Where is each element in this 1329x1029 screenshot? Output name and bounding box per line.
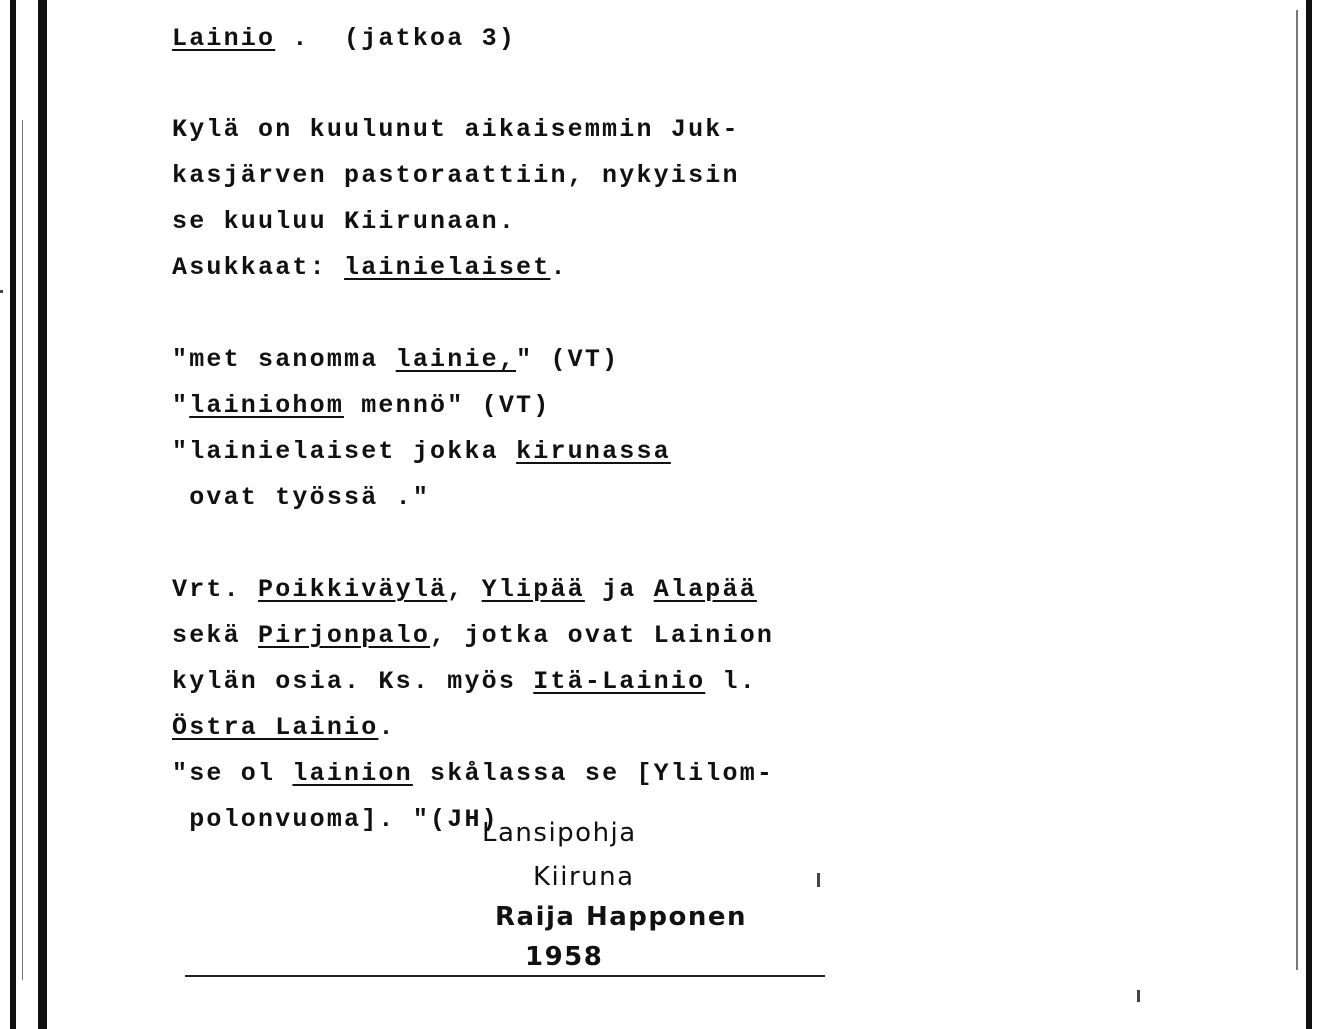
scan-speck — [817, 873, 820, 887]
signature-author: Raija Happonen — [495, 902, 748, 932]
para1-line3: se kuuluu Kiirunaan. — [172, 207, 517, 236]
quote3-prefix: "lainielaiset jokka — [172, 437, 517, 466]
scan-border-right-faint — [1296, 10, 1298, 970]
para2-line4 — [172, 713, 396, 743]
para2-line1 — [172, 575, 757, 605]
place-name: Lainio — [172, 24, 276, 53]
conjunction: ja — [584, 575, 654, 604]
quote3-word: kirunassa — [516, 437, 671, 466]
period: . — [550, 253, 568, 282]
or-abbrev: l. — [705, 667, 757, 696]
quote5-word: lainion — [292, 759, 413, 788]
signature-city: Kiiruna — [533, 862, 635, 892]
inhabitants-word: lainielaiset — [344, 253, 551, 282]
quote5-prefix: "se ol — [172, 759, 293, 788]
place-ostra-lainio: Östra Lainio — [172, 713, 379, 742]
scan-speck — [0, 290, 3, 293]
place-pirjonpalo: Pirjonpalo — [258, 621, 431, 650]
bottom-rule — [185, 975, 825, 977]
signature-year: 1958 — [525, 942, 604, 972]
quote2-word: lainiohom — [189, 391, 345, 420]
quote-line4: ovat työssä ." — [172, 483, 431, 512]
scan-border-left — [10, 0, 16, 1029]
para2-line5 — [172, 759, 774, 789]
para2-line2 — [172, 621, 774, 651]
scan-border-left-faint — [22, 120, 23, 980]
quote5-rest: skålassa se [Ylilom- — [412, 759, 775, 788]
place-poikkivayla: Poikkiväylä — [258, 575, 448, 604]
scan-border-left-thick — [38, 0, 47, 1029]
scan-speck — [1137, 990, 1140, 1002]
quote-line1 — [172, 345, 619, 375]
inhabitants-label: Asukkaat: — [172, 253, 345, 282]
period: . — [378, 713, 396, 742]
compare-prefix: Vrt. — [172, 575, 259, 604]
header-line — [172, 24, 516, 54]
signature-region: Lansipohja — [482, 818, 637, 848]
and-prefix: sekä — [172, 621, 259, 650]
para1-line1: Kylä on kuulunut aikaisemmin Juk- — [172, 115, 740, 144]
quote2-suffix: mennö" (VT) — [344, 391, 551, 420]
place-ita-lainio: Itä-Lainio — [533, 667, 706, 696]
para1-line2: kasjärven pastoraattiin, nykyisin — [172, 161, 740, 190]
para2-line3 — [172, 667, 757, 697]
scan-border-right — [1306, 0, 1312, 1029]
place-ylipaa: Ylipää — [481, 575, 585, 604]
quote2-prefix: " — [172, 391, 190, 420]
header-rest: . (jatkoa 3) — [275, 24, 517, 53]
quote1-word: lainie, — [395, 345, 517, 374]
comma: , — [447, 575, 482, 604]
quote-line3 — [172, 437, 671, 467]
quote1-suffix: " (VT) — [516, 345, 620, 374]
para2-line6: polonvuoma]. "(JH) — [172, 805, 499, 834]
quote1-prefix: "met sanomma — [172, 345, 396, 374]
place-alapaa: Alapää — [653, 575, 757, 604]
para1-line4 — [172, 253, 568, 283]
quote-line2 — [172, 391, 550, 421]
see-also-prefix: kylän osia. Ks. myös — [172, 667, 534, 696]
para2-line2-rest: , jotka ovat Lainion — [430, 621, 775, 650]
